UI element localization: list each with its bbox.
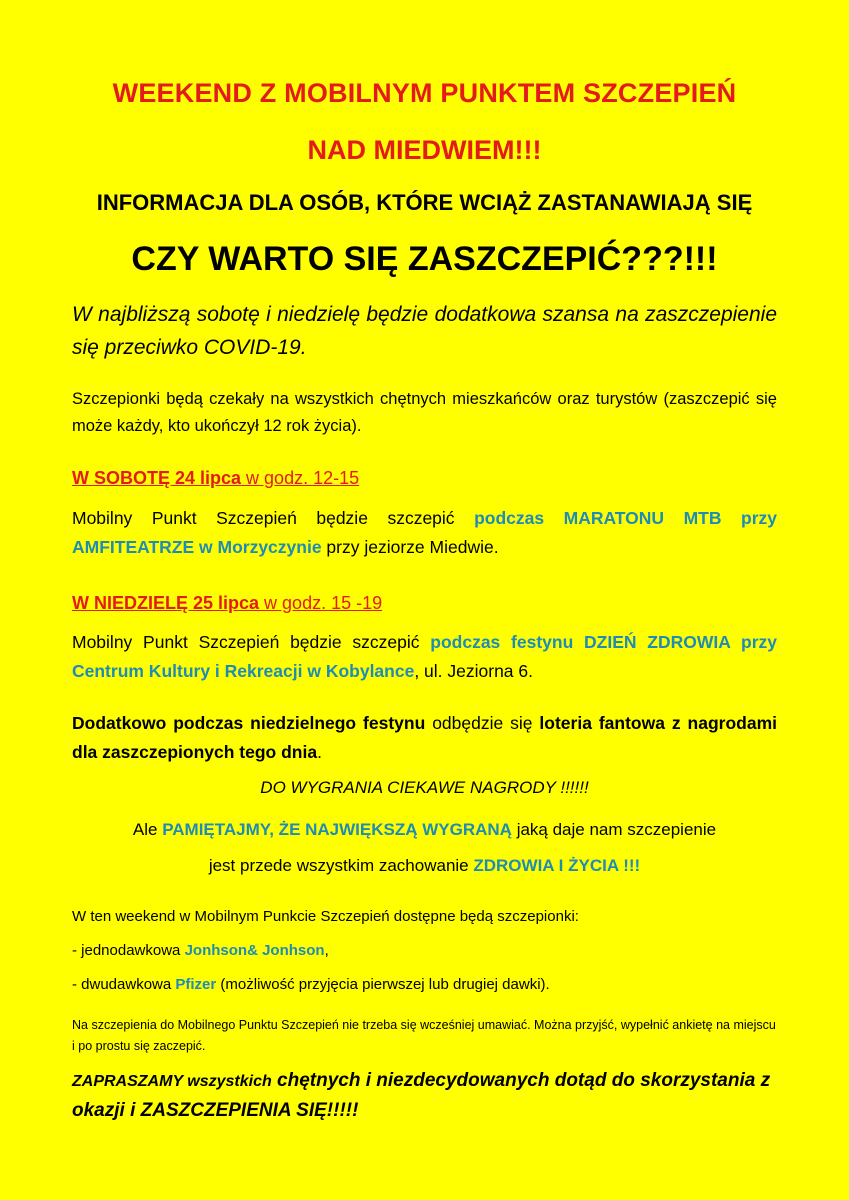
remember-highlight-b: ZDROWIA I ŻYCIA !!! [473, 856, 641, 875]
saturday-day: W SOBOTĘ 24 lipca [72, 468, 242, 488]
prizes-line: DO WYGRANIA CIEKAWE NAGRODY !!!!!! [260, 778, 589, 797]
vaccine-1-suffix: , [324, 942, 329, 959]
saturday-heading [72, 468, 777, 489]
lottery-paragraph [72, 709, 777, 767]
sunday-location: podczas festynu DZIEŃ ZDROWIA przy Centrum Kultury i Rekreacji w Kobylance [72, 632, 777, 681]
vaccine-1-name: Jonhson& Jonhson [184, 942, 325, 959]
question-heading: CZY WARTO SIĘ ZASZCZEPIĆ???!!! [131, 240, 718, 278]
vaccine-2-suffix: (możliwość przyjęcia pierwszej lub drugiej dawki). [216, 976, 550, 993]
title-line-2: NAD MIEDWIEM!!! [307, 135, 542, 165]
sunday-paragraph [72, 628, 777, 686]
sunday-day: W NIEDZIELĘ 25 lipca [72, 593, 260, 613]
remember-text-c: jest przede wszystkim zachowanie [208, 856, 474, 875]
vaccine-2-name: Pfizer [175, 976, 217, 993]
remember-line-2 [40, 856, 809, 876]
saturday-location: podczas MARATONU MTB przy AMFITEATRZE w Morzyczynie [72, 508, 777, 557]
lottery-text-a: odbędzie się [425, 713, 540, 733]
saturday-text-a: Mobilny Punkt Szczepień będzie szczepić [72, 508, 475, 528]
sunday-text-a: Mobilny Punkt Szczepień będzie szczepić [72, 632, 431, 652]
closing-paragraph [72, 1066, 777, 1125]
remember-line-1 [40, 820, 809, 840]
sunday-hours: w godz. 15 -19 [259, 593, 383, 613]
remember-text-a: Ale [132, 820, 163, 839]
vaccine-item-1 [72, 942, 777, 959]
vaccine-2-prefix: - dwudawkowa [72, 976, 176, 993]
vaccine-item-2 [72, 976, 777, 993]
vaccine-1-prefix: - jednodawkowa [72, 942, 185, 959]
no-appointment-note: Na szczepienia do Mobilnego Punktu Szczepień nie trzeba się wcześniej umawiać. Można przyjść, wypełnić ankietę na miejscu i po prostu się zaczepić. [72, 1018, 776, 1053]
saturday-hours: w godz. 12-15 [241, 468, 360, 488]
closing-part-a: ZAPRASZAMY wszystkich [72, 1073, 272, 1090]
saturday-text-b: przy jeziorze Miedwie. [321, 537, 499, 557]
lottery-bold-b: loteria fantowa z nagrodami dla zaszczepionych tego dnia [72, 713, 777, 762]
vaccines-intro: W ten weekend w Mobilnym Punkcie Szczepień dostępne będą szczepionki: [72, 908, 579, 925]
lottery-bold-a: Dodatkowo podczas niedzielnego festynu [72, 713, 426, 733]
sunday-text-b: , ul. Jeziorna 6. [414, 661, 533, 681]
title-line-1: WEEKEND Z MOBILNYM PUNKTEM SZCZEPIEŃ [112, 78, 737, 108]
intro-paragraph: W najbliższą sobotę i niedzielę będzie dodatkowa szansa na zaszczepienie się przeciwko COVID-19. [72, 303, 777, 359]
audience-paragraph: Szczepionki będą czekały na wszystkich chętnych mieszkańców oraz turystów (zaszczepić się może każdy, kto ukończył 12 rok życia). [72, 390, 777, 435]
saturday-paragraph [72, 504, 777, 562]
sunday-heading [72, 593, 777, 614]
closing-part-b: chętnych i niezdecydowanych dotąd do skorzystania z okazji i ZASZCZEPIENIA SIĘ!!!!! [72, 1070, 771, 1121]
subtitle: INFORMACJA DLA OSÓB, KTÓRE WCIĄŻ ZASTANAWIAJĄ SIĘ [96, 190, 753, 215]
remember-text-b: jaką daje nam szczepienie [511, 820, 717, 839]
lottery-text-b: . [317, 742, 322, 762]
remember-highlight-a: PAMIĘTAJMY, ŻE NAJWIĘKSZĄ WYGRANĄ [162, 820, 512, 839]
